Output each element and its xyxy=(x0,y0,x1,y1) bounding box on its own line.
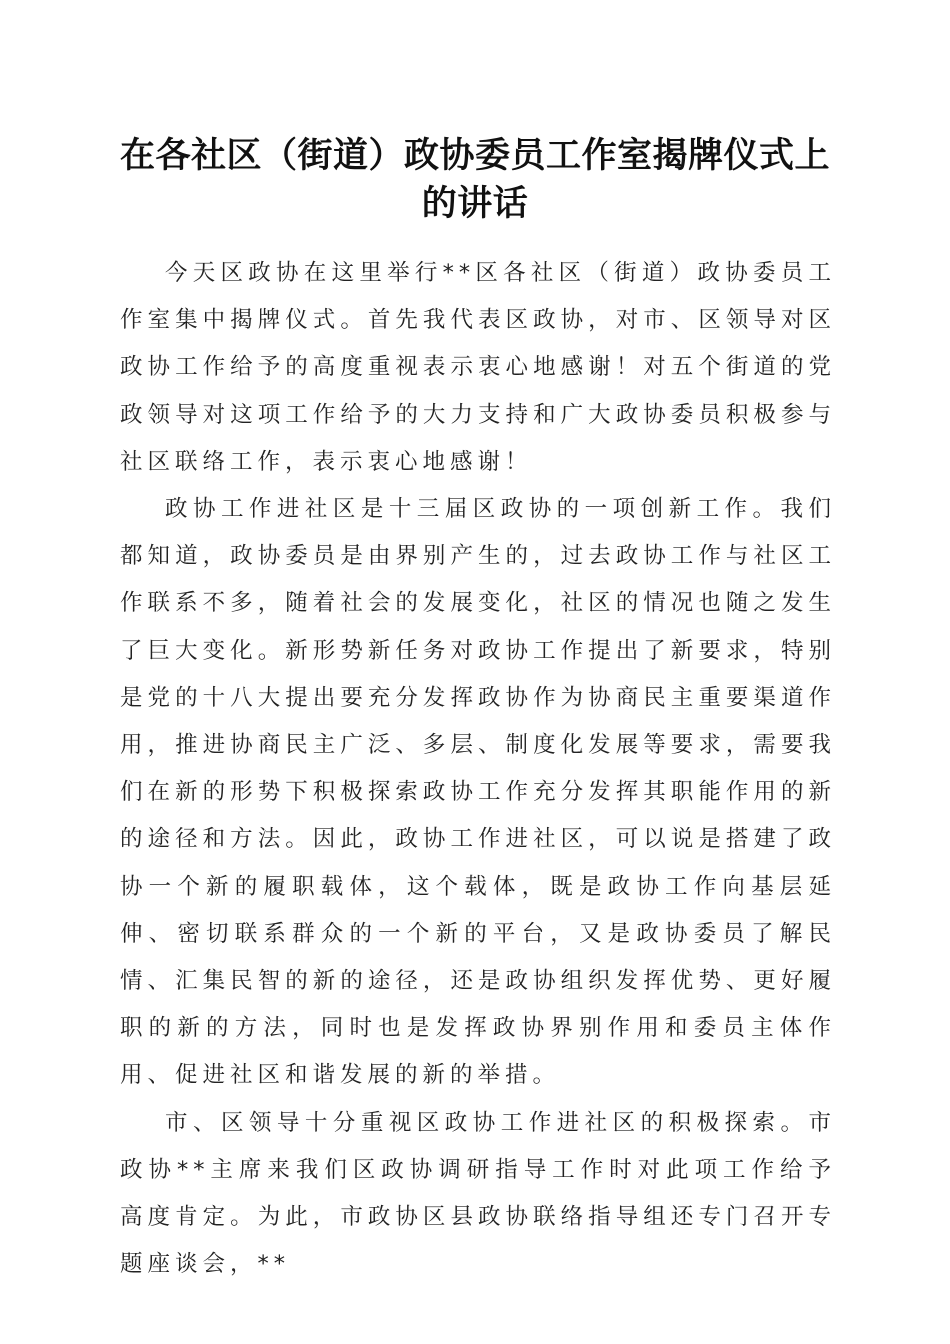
paragraph-1: 今天区政协在这里举行**区各社区（街道）政协委员工作室集中揭牌仪式。首先我代表区政协，对市、区领导对区政协工作给予的高度重视表示衷心地感谢！对五个街道的党政领导对这项工作给予的大力支持和广大政协委员积极参与社区联络工作，表示衷心地感谢！ xyxy=(120,260,836,475)
paragraph-3: 市、区领导十分重视区政协工作进社区的积极探索。市政协**主席来我们区政协调研指导工作时对此项工作给予高度肯定。为此，市政协区县政协联络指导组还专门召开专题座谈会，** xyxy=(120,1109,836,1278)
paragraph-2: 政协工作进社区是十三届区政协的一项创新工作。我们都知道，政协委员是由界别产生的，过去政协工作与社区工作联系不多，随着社会的发展变化，社区的情况也随之发生了巨大变化。新形势新任务对政协工作提出了新要求，特别是党的十八大提出要充分发挥政协作为协商民主重要渠道作用，推进协商民主广泛、多层、制度化发展等要求，需要我们在新的形势下积极探索政协工作充分发挥其职能作用的新的途径和方法。因此，政协工作进社区，可以说是搭建了政协一个新的履职载体，这个载体，既是政协工作向基层延伸、密切联系群众的一个新的平台，又是政协委员了解民情、汇集民智的新的途径，还是政协组织发挥优势、更好履职的新的方法，同时也是发挥政协界别作用和委员主体作用、促进社区和谐发展的新的举措。 xyxy=(120,496,836,1089)
document-title: 在各社区（街道）政协委员工作室揭牌仪式上的讲话 xyxy=(119,135,830,224)
document-body xyxy=(120,250,836,1288)
